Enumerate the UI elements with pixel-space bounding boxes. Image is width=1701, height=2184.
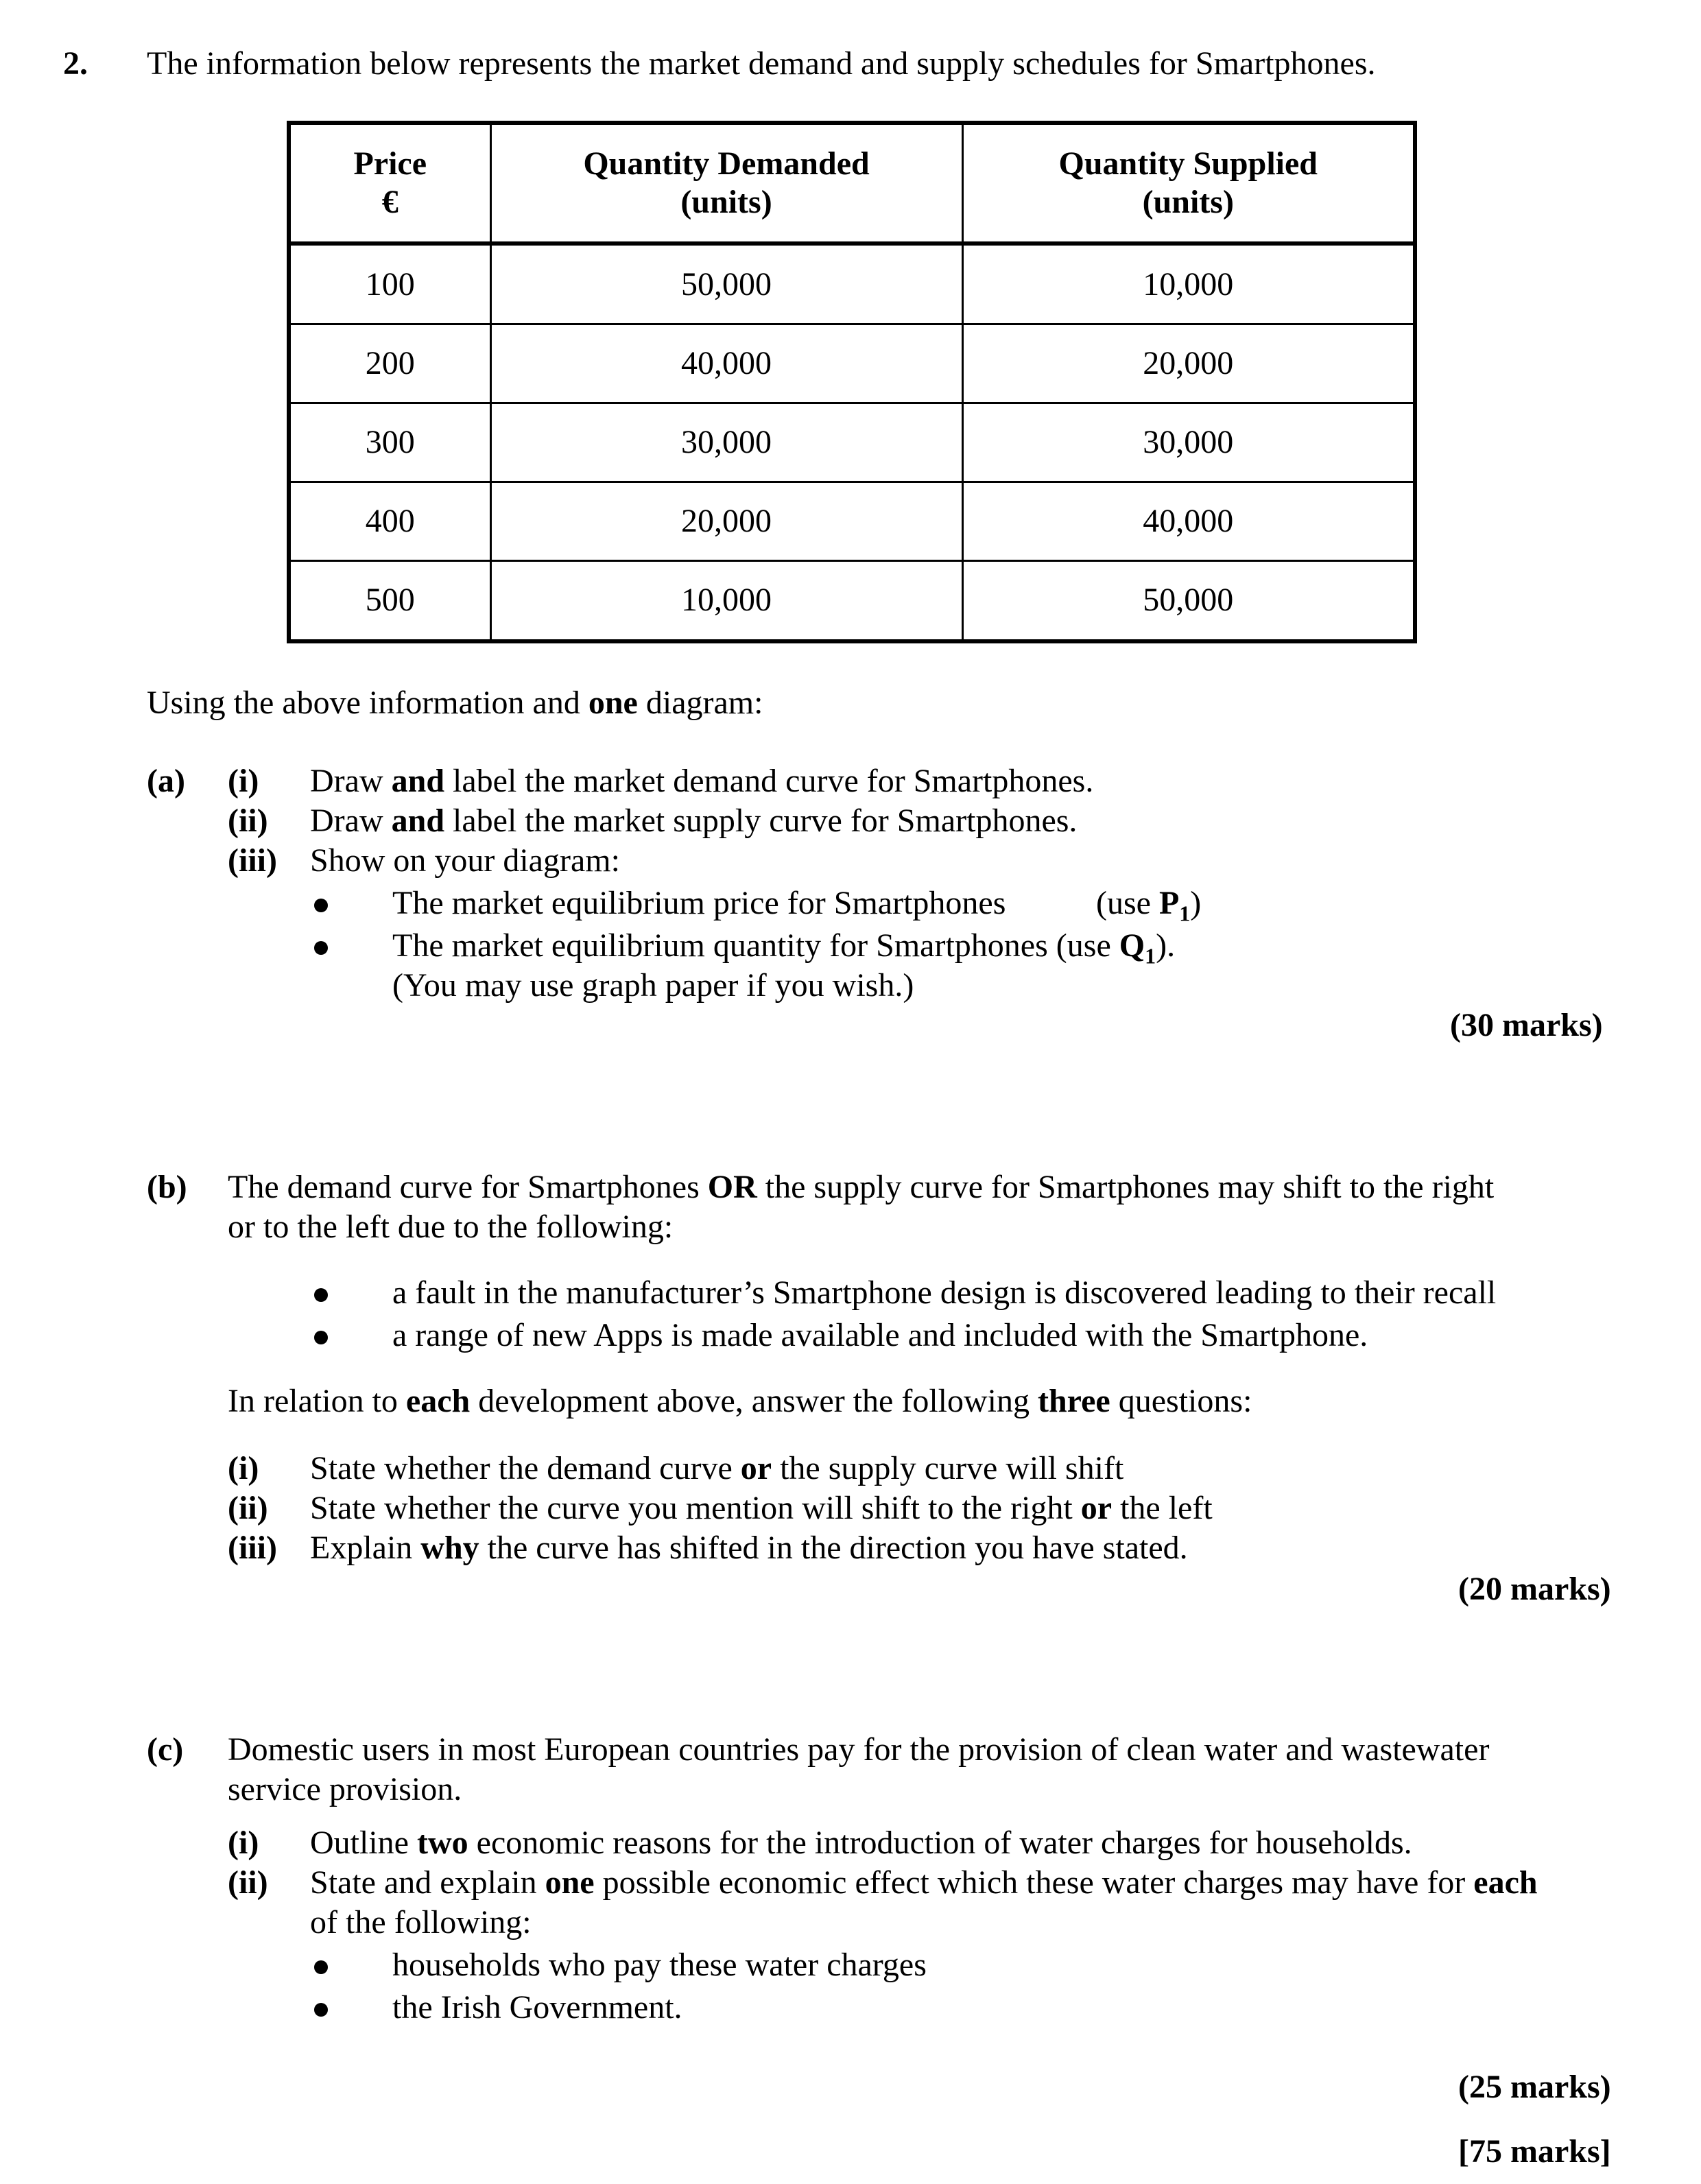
header-quantity-supplied: Quantity Supplied (units) [962, 123, 1415, 244]
bullet-icon [314, 1960, 328, 1974]
bullet-icon [314, 941, 328, 955]
part-a-bullet-equilibrium-quantity: The market equilibrium quantity for Smartphones (use $Q_1$). [392, 927, 1176, 969]
part-b-ii-text: State whether the curve you mention will shift to the right or the left [310, 1490, 1213, 1526]
part-a-iii-num: (iii) [228, 842, 277, 879]
bullet-icon [314, 1288, 328, 1302]
part-c-marks: (25 marks) [1458, 2069, 1611, 2105]
table-row [289, 403, 1415, 482]
part-a-i-num: (i) [228, 763, 259, 799]
part-c-ii-num: (ii) [228, 1864, 268, 1901]
demand-supply-schedule-table [287, 121, 1417, 643]
part-a-i-text: Draw and label the market demand curve for Smartphones. [310, 763, 1094, 799]
table-header-row [289, 123, 1415, 244]
cell-price: 200 [289, 324, 490, 403]
part-a-iii-text: Show on your diagram: [310, 842, 620, 879]
part-c-line1: Domestic users in most European countries pay for the provision of clean water and wastewater [228, 1731, 1490, 1768]
part-c-line2: service provision. [228, 1771, 462, 1807]
part-c-i-text: Outline two economic reasons for the introduction of water charges for households. [310, 1825, 1412, 1861]
cell-quantity-supplied: 50,000 [962, 560, 1415, 641]
cell-quantity-demanded: 50,000 [490, 244, 962, 324]
part-c-bullet-households: households who pay these water charges [392, 1947, 927, 1983]
part-a-bullet-use-p1: (use $P_1$) [1096, 885, 1202, 926]
cell-price: 400 [289, 482, 490, 560]
bullet-icon [314, 899, 328, 912]
cell-quantity-supplied: 20,000 [962, 324, 1415, 403]
using-instruction: Using the above information and one diagram: [147, 685, 763, 721]
total-marks: [75 marks] [1458, 2133, 1611, 2170]
part-a-bullet-equilibrium-price: The market equilibrium price for Smartphones [392, 885, 1006, 921]
part-a-marks: (30 marks) [1450, 1007, 1603, 1043]
part-b-marks: (20 marks) [1458, 1571, 1611, 1607]
part-c-ii-text: State and explain one possible economic effect which these water charges may have for each [310, 1864, 1538, 1901]
table-row [289, 244, 1415, 324]
part-c-label: (c) [147, 1731, 184, 1768]
cell-quantity-demanded: 20,000 [490, 482, 962, 560]
cell-quantity-demanded: 30,000 [490, 403, 962, 482]
part-a-ii-num: (ii) [228, 803, 268, 839]
part-c-i-num: (i) [228, 1825, 259, 1861]
table-row [289, 482, 1415, 560]
question-intro: The information below represents the market demand and supply schedules for Smartphones. [147, 45, 1376, 82]
bullet-icon [314, 2003, 328, 2017]
part-b-iii-text: Explain why the curve has shifted in the direction you have stated. [310, 1530, 1188, 1566]
cell-price: 100 [289, 244, 490, 324]
part-a-label: (a) [147, 763, 185, 799]
part-b-relation: In relation to each development above, answer the following three questions: [228, 1383, 1252, 1419]
cell-quantity-demanded: 40,000 [490, 324, 962, 403]
part-b-bullet-new-apps: a range of new Apps is made available and included with the Smartphone. [392, 1317, 1368, 1353]
part-b-line2: or to the left due to the following: [228, 1209, 674, 1245]
part-b-i-text: State whether the demand curve or the supply curve will shift [310, 1450, 1124, 1486]
part-b-ii-num: (ii) [228, 1490, 268, 1526]
cell-price: 300 [289, 403, 490, 482]
cell-quantity-supplied: 40,000 [962, 482, 1415, 560]
part-b-i-num: (i) [228, 1450, 259, 1486]
header-quantity-demanded: Quantity Demanded (units) [490, 123, 962, 244]
bullet-icon [314, 1331, 328, 1344]
part-c-ii-line2: of the following: [310, 1904, 532, 1940]
question-number: 2. [63, 45, 88, 82]
cell-price: 500 [289, 560, 490, 641]
part-a-note: (You may use graph paper if you wish.) [392, 967, 914, 1004]
part-b-line1: The demand curve for Smartphones OR the supply curve for Smartphones may shift to the right [228, 1169, 1495, 1205]
cell-quantity-supplied: 10,000 [962, 244, 1415, 324]
cell-quantity-demanded: 10,000 [490, 560, 962, 641]
part-b-iii-num: (iii) [228, 1530, 277, 1566]
table-row [289, 324, 1415, 403]
part-b-bullet-fault-recall: a fault in the manufacturer’s Smartphone design is discovered leading to their recall [392, 1274, 1497, 1311]
cell-quantity-supplied: 30,000 [962, 403, 1415, 482]
table-row [289, 560, 1415, 641]
part-b-label: (b) [147, 1169, 187, 1205]
part-c-bullet-government: the Irish Government. [392, 1989, 682, 2026]
part-a-ii-text: Draw and label the market supply curve for Smartphones. [310, 803, 1078, 839]
header-price: Price € [289, 123, 490, 244]
